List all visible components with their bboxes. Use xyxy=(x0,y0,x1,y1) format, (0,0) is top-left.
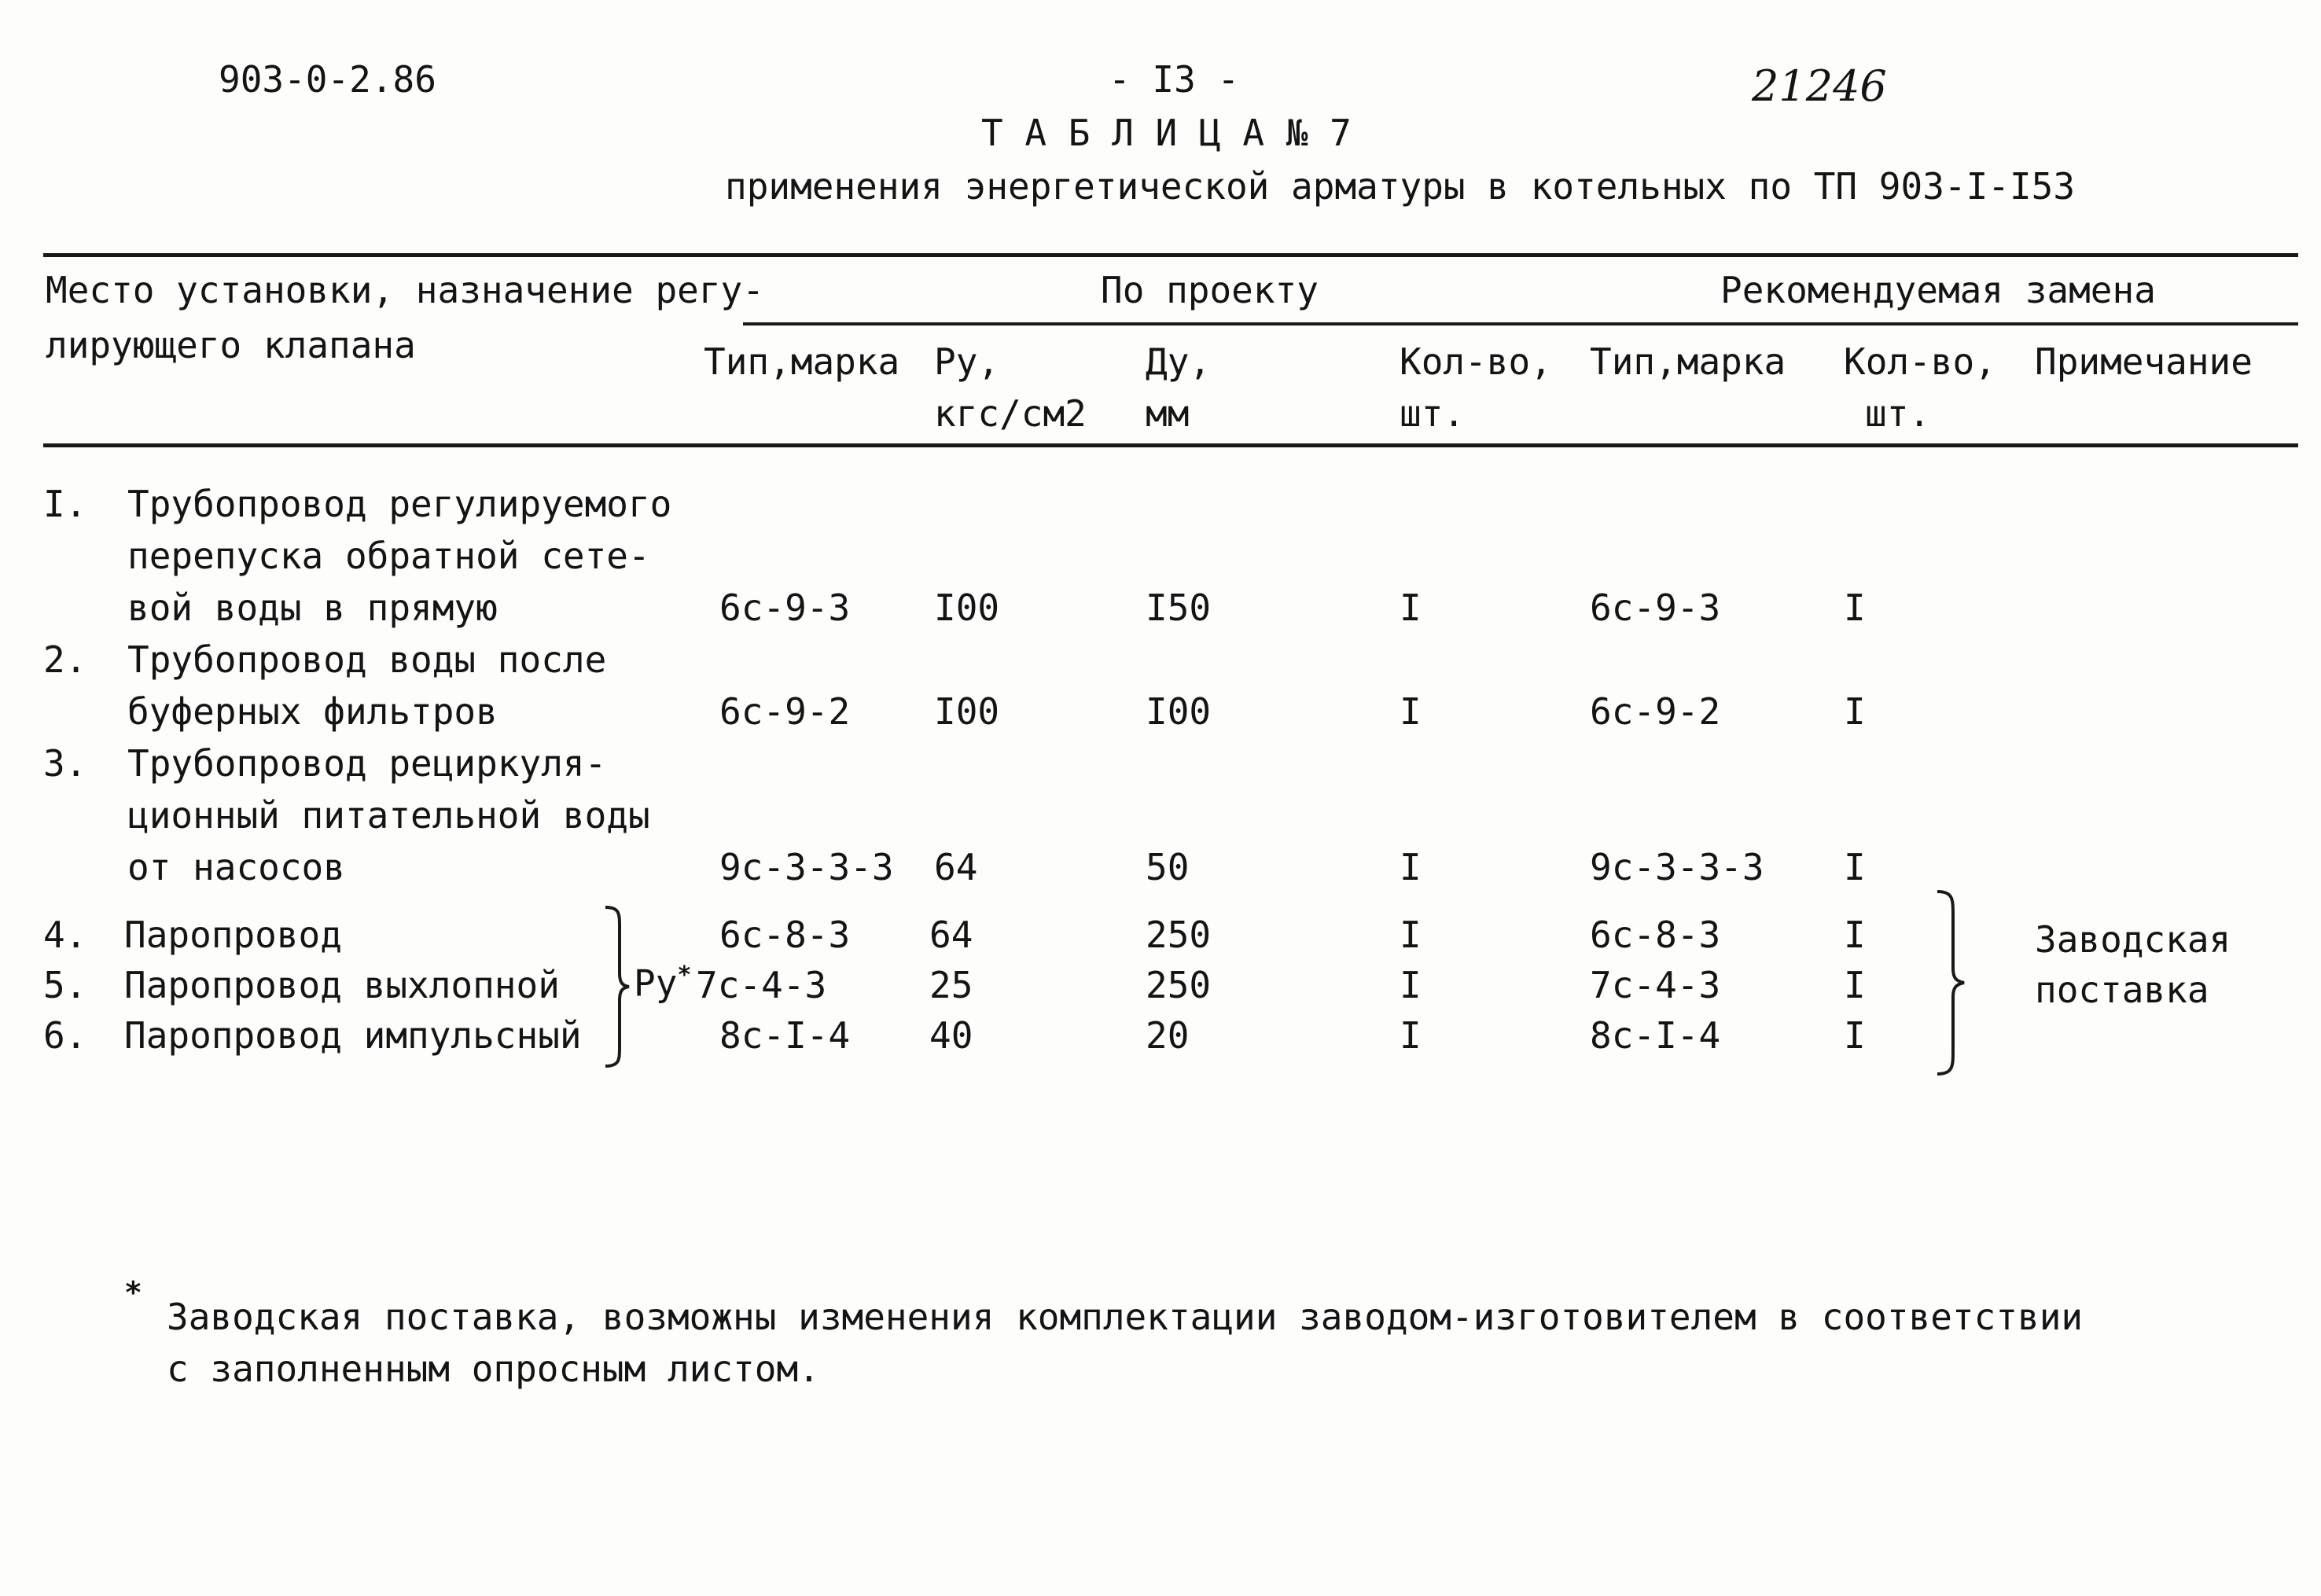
cell-qty-replacement: I xyxy=(1844,964,1866,1006)
cell-dy: 50 xyxy=(1146,846,1190,888)
row-place-line: Паропровод xyxy=(124,914,342,956)
table-title: Т А Б Л И Ц А № 7 xyxy=(981,112,1352,154)
handwritten-number: 21246 xyxy=(1752,61,1887,111)
footnote-line2: с заполненным опросным листом. xyxy=(167,1348,820,1390)
group-divider-rule xyxy=(743,322,2298,325)
right-curly-brace-icon xyxy=(602,904,634,1069)
footnote-asterisk: * xyxy=(124,1275,142,1310)
header-qty-project-line2: шт. xyxy=(1400,392,1466,435)
header-place-line2: лирующего клапана xyxy=(46,324,416,366)
cell-qty-project: I xyxy=(1400,964,1422,1006)
row-number: I. xyxy=(43,483,87,525)
cell-qty-project: I xyxy=(1400,1014,1422,1057)
cell-qty-project: I xyxy=(1400,914,1422,956)
table-subtitle: применения энергетической арматуры в котельных по ТП 903-I-I53 xyxy=(725,165,2076,208)
cell-qty-replacement: I xyxy=(1844,846,1866,888)
cell-qty-replacement: I xyxy=(1844,587,1866,629)
row-number: 4. xyxy=(43,914,87,956)
pressure-group-marker-text: Ру xyxy=(634,962,678,1005)
document-code: 903-0-2.86 xyxy=(219,58,436,101)
header-dy-line2: мм xyxy=(1146,392,1190,435)
row-place-line: Трубопровод воды после xyxy=(127,638,607,681)
cell-type-replacement: 8с-I-4 xyxy=(1590,1014,1721,1057)
row-number: 2. xyxy=(43,638,87,681)
header-type-project: Тип,марка xyxy=(704,340,900,383)
header-bottom-rule xyxy=(43,443,2298,447)
row-place-line: Трубопровод регулируемого xyxy=(127,483,672,525)
row-place-line: от насосов xyxy=(127,846,345,888)
cell-type-replacement: 9с-3-3-3 xyxy=(1590,846,1764,888)
cell-type-project: 6с-9-2 xyxy=(719,690,851,733)
row-place-line: Паропровод выхлопной xyxy=(124,964,560,1006)
cell-py: 64 xyxy=(934,846,978,888)
header-group-replacement: Рекомендуемая замена xyxy=(1720,269,2156,311)
cell-type-replacement: 6с-9-2 xyxy=(1590,690,1721,733)
cell-py: 25 xyxy=(929,964,973,1006)
row-place-line: Трубопровод рециркуля- xyxy=(127,742,607,785)
cell-type-replacement: 6с-8-3 xyxy=(1590,914,1721,956)
cell-type-project: 6с-8-3 xyxy=(719,914,851,956)
header-py-line1: Ру, xyxy=(934,340,1000,383)
row-place-line: перепуска обратной сете- xyxy=(127,535,650,577)
row-number: 6. xyxy=(43,1014,87,1057)
table-top-rule xyxy=(43,253,2298,257)
cell-dy: 250 xyxy=(1146,914,1212,956)
cell-dy: 20 xyxy=(1146,1014,1190,1057)
cell-py: 40 xyxy=(929,1014,973,1057)
pressure-group-marker xyxy=(634,962,692,1005)
cell-py: I00 xyxy=(934,690,1000,733)
cell-type-project: 6с-9-3 xyxy=(719,587,851,629)
row-place-line: буферных фильтров xyxy=(127,690,498,733)
cell-type-replacement: 7с-4-3 xyxy=(1590,964,1721,1006)
cell-qty-project: I xyxy=(1400,587,1422,629)
row-place-line: ционный питательной воды xyxy=(127,794,650,837)
row-number: 5. xyxy=(43,964,87,1006)
header-type-replacement: Тип,марка xyxy=(1590,340,1786,383)
cell-type-project: 9с-3-3-3 xyxy=(719,846,894,888)
group-note-line1: Заводская xyxy=(2035,918,2231,961)
cell-dy: I00 xyxy=(1146,690,1212,733)
row-place-line: вой воды в прямую xyxy=(127,587,498,629)
pressure-group-asterisk: * xyxy=(677,962,692,989)
cell-qty-replacement: I xyxy=(1844,690,1866,733)
page-number: - I3 - xyxy=(1109,58,1240,101)
header-note: Примечание xyxy=(2035,340,2253,383)
header-qty-replacement-line2: шт. xyxy=(1865,392,1931,435)
cell-qty-project: I xyxy=(1400,690,1422,733)
header-place-line1: Место установки, назначение регу- xyxy=(46,269,764,311)
row-place-line: Паропровод импульсный xyxy=(124,1014,582,1057)
footnote-line1: Заводская поставка, возможны изменения комплектации заводом-изготовителем в соответствии xyxy=(167,1296,2084,1338)
cell-py: I00 xyxy=(934,587,1000,629)
cell-type-project: 7с-4-3 xyxy=(696,964,827,1006)
header-group-project: По проекту xyxy=(1101,269,1319,311)
cell-qty-replacement: I xyxy=(1844,914,1866,956)
header-qty-project-line1: Кол-во, xyxy=(1400,340,1552,383)
row-number: 3. xyxy=(43,742,87,785)
cell-type-replacement: 6с-9-3 xyxy=(1590,587,1721,629)
header-py-line2: кгс/см2 xyxy=(934,392,1087,435)
cell-py: 64 xyxy=(929,914,973,956)
cell-dy: I50 xyxy=(1146,587,1212,629)
group-note-line2: поставка xyxy=(2035,969,2209,1011)
header-qty-replacement-line1: Кол-во, xyxy=(1844,340,1996,383)
cell-type-project: 8с-I-4 xyxy=(719,1014,851,1057)
cell-qty-project: I xyxy=(1400,846,1422,888)
header-dy-line1: Ду, xyxy=(1146,340,1212,383)
cell-dy: 250 xyxy=(1146,964,1212,1006)
right-curly-brace-icon xyxy=(1934,888,1969,1077)
cell-qty-replacement: I xyxy=(1844,1014,1866,1057)
